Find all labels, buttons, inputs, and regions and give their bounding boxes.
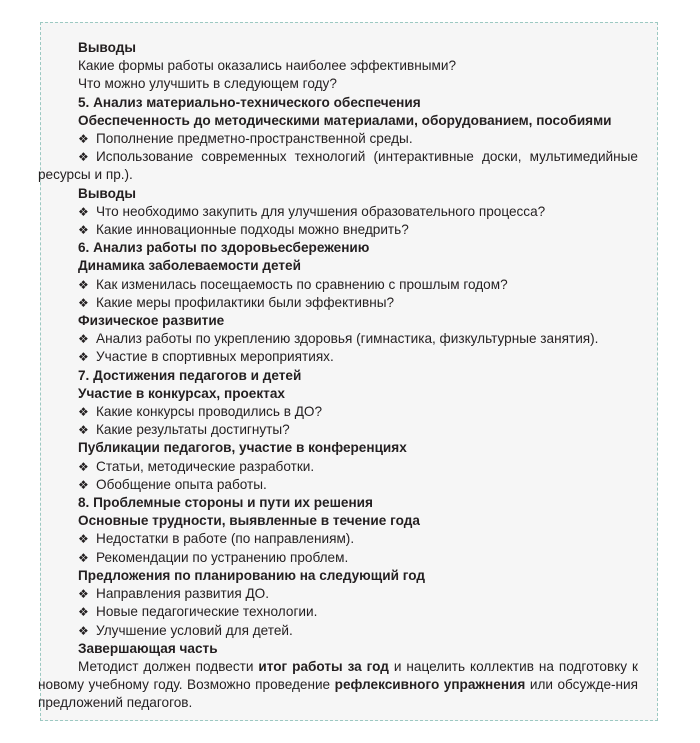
list-item-text: Как изменилась посещаемость по сравнению с прошлым годом? [96, 276, 508, 292]
bullet-icon: ❖ [78, 204, 89, 219]
bullet-icon: ❖ [78, 332, 89, 347]
list-item [38, 530, 638, 548]
document-body [38, 39, 638, 713]
bullet-icon: ❖ [78, 350, 89, 365]
bullet-icon: ❖ [78, 605, 89, 620]
closing-paragraph [38, 658, 638, 713]
list-item [38, 403, 638, 421]
emphasis-text: итог работы за год [258, 658, 389, 674]
bullet-icon: ❖ [78, 132, 89, 147]
list-item-text: Какие конкурсы проводились в ДО? [96, 404, 323, 420]
bullet-icon: ❖ [78, 150, 89, 165]
bullet-icon: ❖ [78, 223, 89, 238]
list-item [38, 276, 638, 294]
section-heading: 5. Анализ материально-технического обеспечения [78, 94, 421, 110]
question-line: Что можно улучшить в следующем году? [78, 76, 337, 92]
question-line: Какие формы работы оказались наиболее эффективными? [78, 58, 457, 74]
list-item [38, 203, 638, 221]
list-item [38, 130, 638, 148]
section-heading: 8. Проблемные стороны и пути их решения [78, 495, 373, 511]
list-item-text: Использование современных технологий (интерактивные доски, мультимедийные [96, 149, 638, 165]
section-heading: 6. Анализ работы по здоровьесбережению [78, 240, 370, 256]
bullet-icon: ❖ [78, 550, 89, 565]
list-item [38, 221, 638, 239]
bullet-icon: ❖ [78, 405, 89, 420]
section-heading: Физическое развитие [78, 313, 225, 329]
list-item-text: Улучшение условий для детей. [96, 622, 293, 638]
list-item [38, 622, 638, 640]
list-item [38, 421, 638, 439]
section-heading: Основные трудности, выявленные в течение года [78, 513, 420, 529]
list-item-text: Пополнение предметно-пространственной среды. [96, 131, 413, 147]
paragraph-text: или обсужде-ния предложений педагогов. [38, 677, 638, 711]
section-heading: Участие в конкурсах, проектах [78, 385, 285, 401]
section-heading: Выводы [78, 185, 136, 201]
bullet-icon: ❖ [78, 477, 89, 492]
bullet-icon: ❖ [78, 423, 89, 438]
section-heading: Публикации педагогов, участие в конференциях [78, 440, 407, 456]
list-item-text: Рекомендации по устранению проблем. [96, 549, 349, 565]
section-heading: Завершающая часть [78, 640, 218, 656]
paragraph-text: и нацелить коллектив на подготовку к новому учебному году. Возможно проведение [38, 658, 639, 693]
list-item-text: Недостатки в работе (по направлениям). [96, 531, 355, 547]
list-item-text: Статьи, методические разработки. [96, 458, 315, 474]
list-item-text: Анализ работы по укреплению здоровья (гимнастика, физкультурные занятия). [96, 331, 599, 347]
list-item [38, 330, 638, 348]
list-item-continuation: ресурсы и пр.). [38, 167, 133, 183]
bullet-icon: ❖ [78, 532, 89, 547]
bullet-icon: ❖ [78, 623, 89, 638]
list-item [38, 476, 638, 494]
list-item [38, 458, 638, 476]
bullet-icon: ❖ [78, 295, 89, 310]
bullet-icon: ❖ [78, 277, 89, 292]
section-heading: Динамика заболеваемости детей [78, 258, 301, 274]
section-heading: Обеспеченность до методическими материалами, оборудованием, пособиями [78, 112, 612, 128]
list-item-text: Какие результаты достигнуты? [96, 422, 290, 438]
list-item-text: Какие меры профилактики были эффективны? [96, 294, 395, 310]
list-item-text: Обобщение опыта работы. [96, 476, 267, 492]
section-heading: Выводы [78, 40, 136, 55]
bullet-icon: ❖ [78, 587, 89, 602]
emphasis-text: рефлексивного упражнения [334, 677, 526, 693]
section-heading: Предложения по планированию на следующий год [78, 567, 425, 583]
list-item [38, 585, 638, 603]
list-item [38, 348, 638, 366]
list-item-text: Направления развития ДО. [96, 586, 270, 602]
section-heading: 7. Достижения педагогов и детей [78, 367, 302, 383]
list-item-text: Какие инновационные подходы можно внедрить? [96, 222, 409, 238]
list-item [38, 549, 638, 567]
bullet-icon: ❖ [78, 459, 89, 474]
list-item [38, 148, 638, 184]
list-item [38, 294, 638, 312]
paragraph-text: Методист должен подвести [78, 658, 259, 674]
list-item-text: Новые педагогические технологии. [96, 604, 318, 620]
list-item-text: Что необходимо закупить для улучшения образовательного процесса? [96, 203, 546, 219]
list-item [38, 603, 638, 621]
list-item-text: Участие в спортивных мероприятиях. [96, 349, 334, 365]
